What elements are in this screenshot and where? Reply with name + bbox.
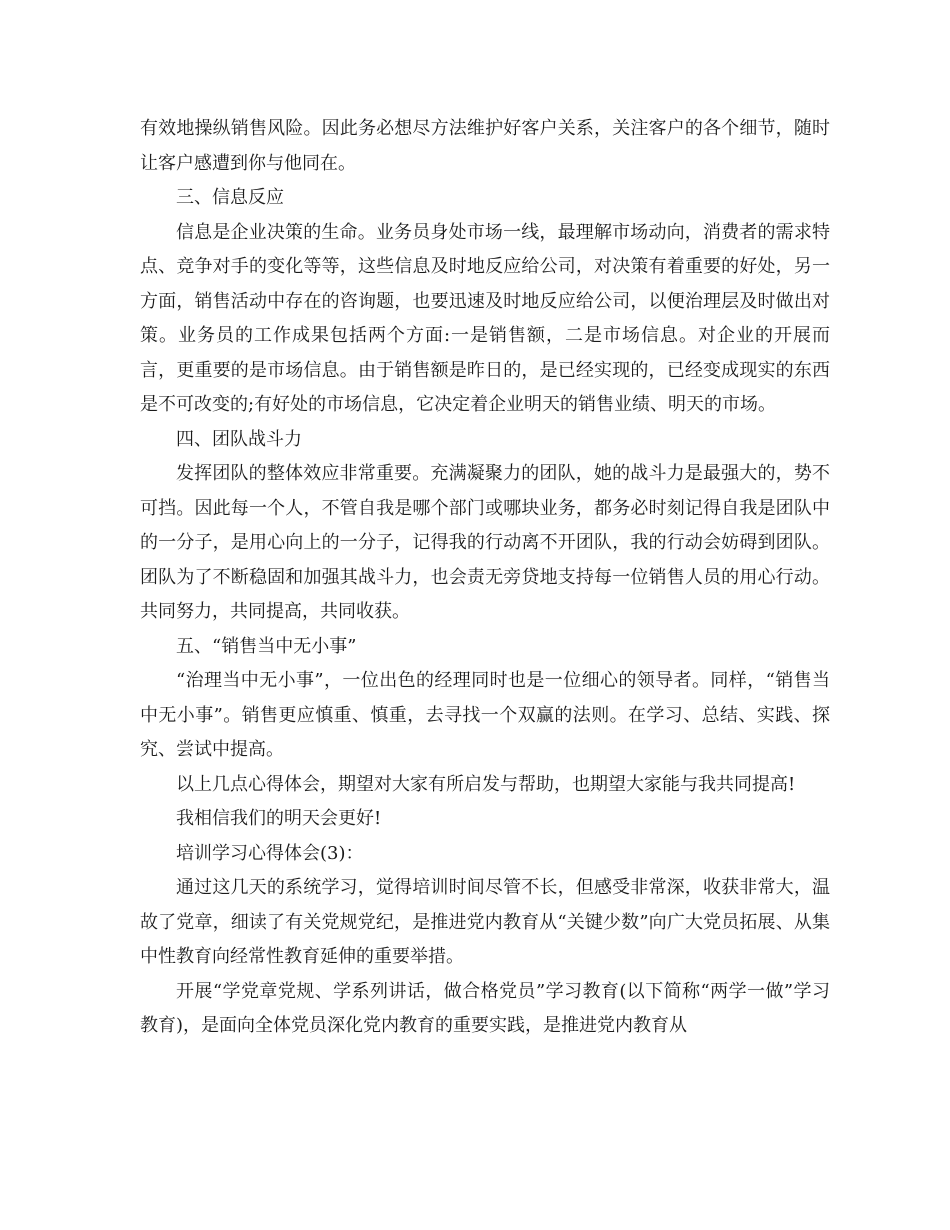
paragraph-two-studies: 开展“学党章党规、学系列讲话，做合格党员”学习教育(以下简称“两学一做”学习教育)，是面向全体党员深化党内教育的重要实践，是推进党内教育从 [140, 980, 830, 1036]
section-heading-info-feedback: 三、信息反应 [176, 187, 284, 208]
section-heading-team-strength: 四、团队战斗力 [176, 428, 302, 450]
document-body [140, 112, 830, 1044]
paragraph-closing-wish: 我相信我们的明天会更好! [176, 808, 382, 829]
paragraph-closing-remarks: 以上几点心得体会，期望对大家有所启发与帮助，也期望大家能与我共同提高! [176, 773, 796, 795]
section-heading-training-3: 培训学习心得体会(3)： [176, 842, 364, 864]
paragraph-info-feedback: 信息是企业决策的生命。业务员身处市场一线，最理解市场动向，消费者的需求特点、竞争对手的变化等等，这些信息及时地反应给公司，对决策有着重要的好处，另一方面，销售活动中存在的咨询题，也要迅速及时地反应给公司，以便治理层及时做出对策。业务员的工作成果包括两个方面:一是销售额，二是市场信息。对企业的开展而言，更重要的是市场信息。由于销售额是昨日的，是已经实现的，已经变成现实的东西是不可改变的;有好处的市场信息，它决定着企业明天的销售业绩、明天的市场。 [140, 221, 830, 415]
paragraph-team-strength: 发挥团队的整体效应非常重要。充满凝聚力的团队，她的战斗力是最强大的，势不可挡。因此每一个人，不管自我是哪个部门或哪块业务，都务必时刻记得自我是团队中的一分子，是用心向上的一分子，记得我的行动离不开团队，我的行动会妨碍到团队。团队为了不断稳固和加强其战斗力，也会责无旁贷地支持每一位销售人员的用心行动。共同努力，共同提高，共同收获。 [140, 463, 830, 622]
section-heading-no-small-matters: 五、“销售当中无小事” [176, 635, 357, 657]
paragraph-training-study: 通过这几天的系统学习，觉得培训时间尽管不长，但感受非常深，收获非常大，温故了党章，细读了有关党规党纪，是推进党内教育从“关键少数”向广大党员拓展、从集中性教育向经常性教育延伸的重要举措。 [140, 877, 830, 967]
paragraph-no-small-matters: “治理当中无小事”，一位出色的经理同时也是一位细心的领导者。同样，“销售当中无小事”。销售更应慎重、慎重，去寻找一个双赢的法则。在学习、总结、实践、探究、尝试中提高。 [140, 670, 830, 760]
paragraph-continuation: 有效地操纵销售风险。因此务必想尽方法维护好客户关系，关注客户的各个细节，随时让客户感遭到你与他同在。 [140, 118, 830, 174]
